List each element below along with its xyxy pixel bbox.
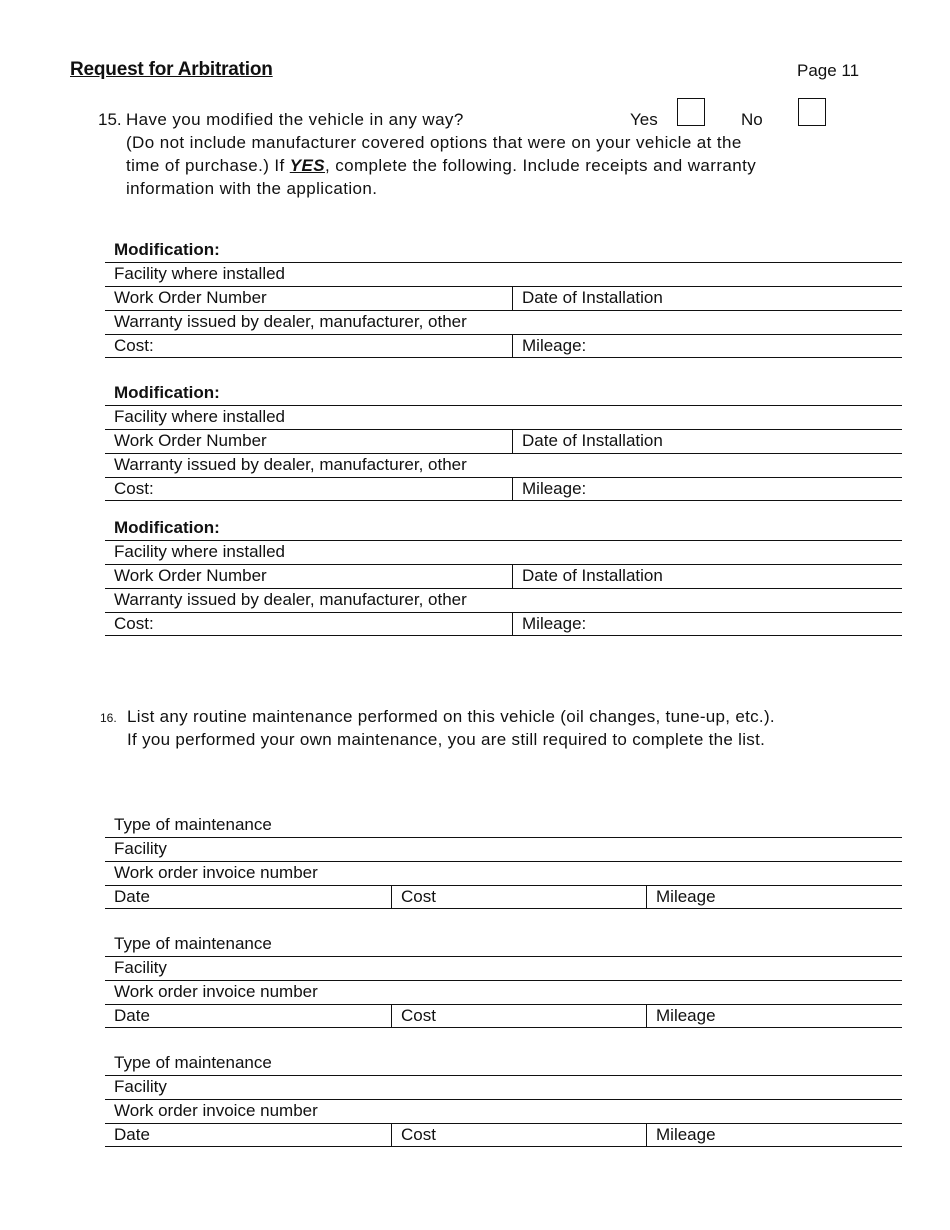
facility-field[interactable]: Facility (105, 1075, 902, 1099)
modification-block (105, 381, 902, 501)
mileage-field[interactable]: Mileage: (512, 335, 902, 357)
question-16-number: 16. (100, 711, 117, 725)
date-field[interactable]: Date (114, 887, 150, 906)
mileage-field[interactable]: Mileage (646, 1124, 902, 1146)
facility-installed-field[interactable]: Facility where installed (105, 262, 902, 286)
question-15-number: 15. (98, 110, 122, 129)
question-15-instruction-line-4: information with the application. (126, 179, 378, 198)
yes-label: Yes (630, 110, 658, 129)
modification-block (105, 238, 902, 358)
facility-field[interactable]: Facility (105, 837, 902, 861)
mileage-field[interactable]: Mileage (646, 886, 902, 908)
work-order-number-field[interactable]: Work Order Number (114, 566, 267, 585)
work-order-number-field[interactable]: Work Order Number (114, 431, 267, 450)
work-order-number-field[interactable]: Work Order Number (114, 288, 267, 307)
type-of-maintenance-field[interactable]: Type of maintenance (114, 1053, 272, 1072)
modification-block (105, 516, 902, 636)
type-of-maintenance-field[interactable]: Type of maintenance (114, 934, 272, 953)
page-title: Request for Arbitration (70, 59, 273, 80)
page-number: Page 11 (797, 61, 860, 80)
maintenance-block (105, 1051, 902, 1147)
cost-field[interactable]: Cost: (114, 614, 154, 633)
yes-checkbox[interactable] (677, 98, 705, 126)
mileage-field[interactable]: Mileage (646, 1005, 902, 1027)
facility-installed-field[interactable]: Facility where installed (105, 405, 902, 429)
question-15-text: Have you modified the vehicle in any way? (126, 110, 464, 129)
invoice-number-field[interactable]: Work order invoice number (105, 980, 902, 1004)
warranty-field[interactable]: Warranty issued by dealer, manufacturer, other (105, 453, 902, 477)
date-of-installation-field[interactable]: Date of Installation (512, 565, 902, 588)
warranty-field[interactable]: Warranty issued by dealer, manufacturer, other (105, 588, 902, 612)
question-16-text-line-1: List any routine maintenance performed on this vehicle (oil changes, tune-up, etc.). (127, 707, 775, 726)
question-16-text-line-2: If you performed your own maintenance, you are still required to complete the list. (127, 730, 766, 749)
date-field[interactable]: Date (114, 1125, 150, 1144)
cost-field[interactable]: Cost: (114, 479, 154, 498)
maintenance-block (105, 932, 902, 1028)
invoice-number-field[interactable]: Work order invoice number (105, 861, 902, 885)
question-15-instruction-line-2: (Do not include manufacturer covered options that were on your vehicle at the (126, 133, 742, 152)
cost-field[interactable]: Cost (391, 1124, 646, 1146)
cost-field[interactable]: Cost (391, 886, 646, 908)
cost-field[interactable]: Cost (391, 1005, 646, 1027)
maintenance-block (105, 813, 902, 909)
warranty-field[interactable]: Warranty issued by dealer, manufacturer, other (105, 310, 902, 334)
modification-heading: Modification: (114, 383, 220, 402)
cost-field[interactable]: Cost: (114, 336, 154, 355)
yes-emphasis: YES (289, 156, 325, 175)
modification-heading: Modification: (114, 240, 220, 259)
date-field[interactable]: Date (114, 1006, 150, 1025)
question-15-instruction-line-3: time of purchase.) If YES, complete the following. Include receipts and warranty (126, 156, 757, 175)
facility-installed-field[interactable]: Facility where installed (105, 540, 902, 564)
no-label: No (741, 110, 763, 129)
facility-field[interactable]: Facility (105, 956, 902, 980)
modification-heading: Modification: (114, 518, 220, 537)
invoice-number-field[interactable]: Work order invoice number (105, 1099, 902, 1123)
date-of-installation-field[interactable]: Date of Installation (512, 287, 902, 310)
date-of-installation-field[interactable]: Date of Installation (512, 430, 902, 453)
no-checkbox[interactable] (798, 98, 826, 126)
mileage-field[interactable]: Mileage: (512, 613, 902, 635)
mileage-field[interactable]: Mileage: (512, 478, 902, 500)
type-of-maintenance-field[interactable]: Type of maintenance (114, 815, 272, 834)
